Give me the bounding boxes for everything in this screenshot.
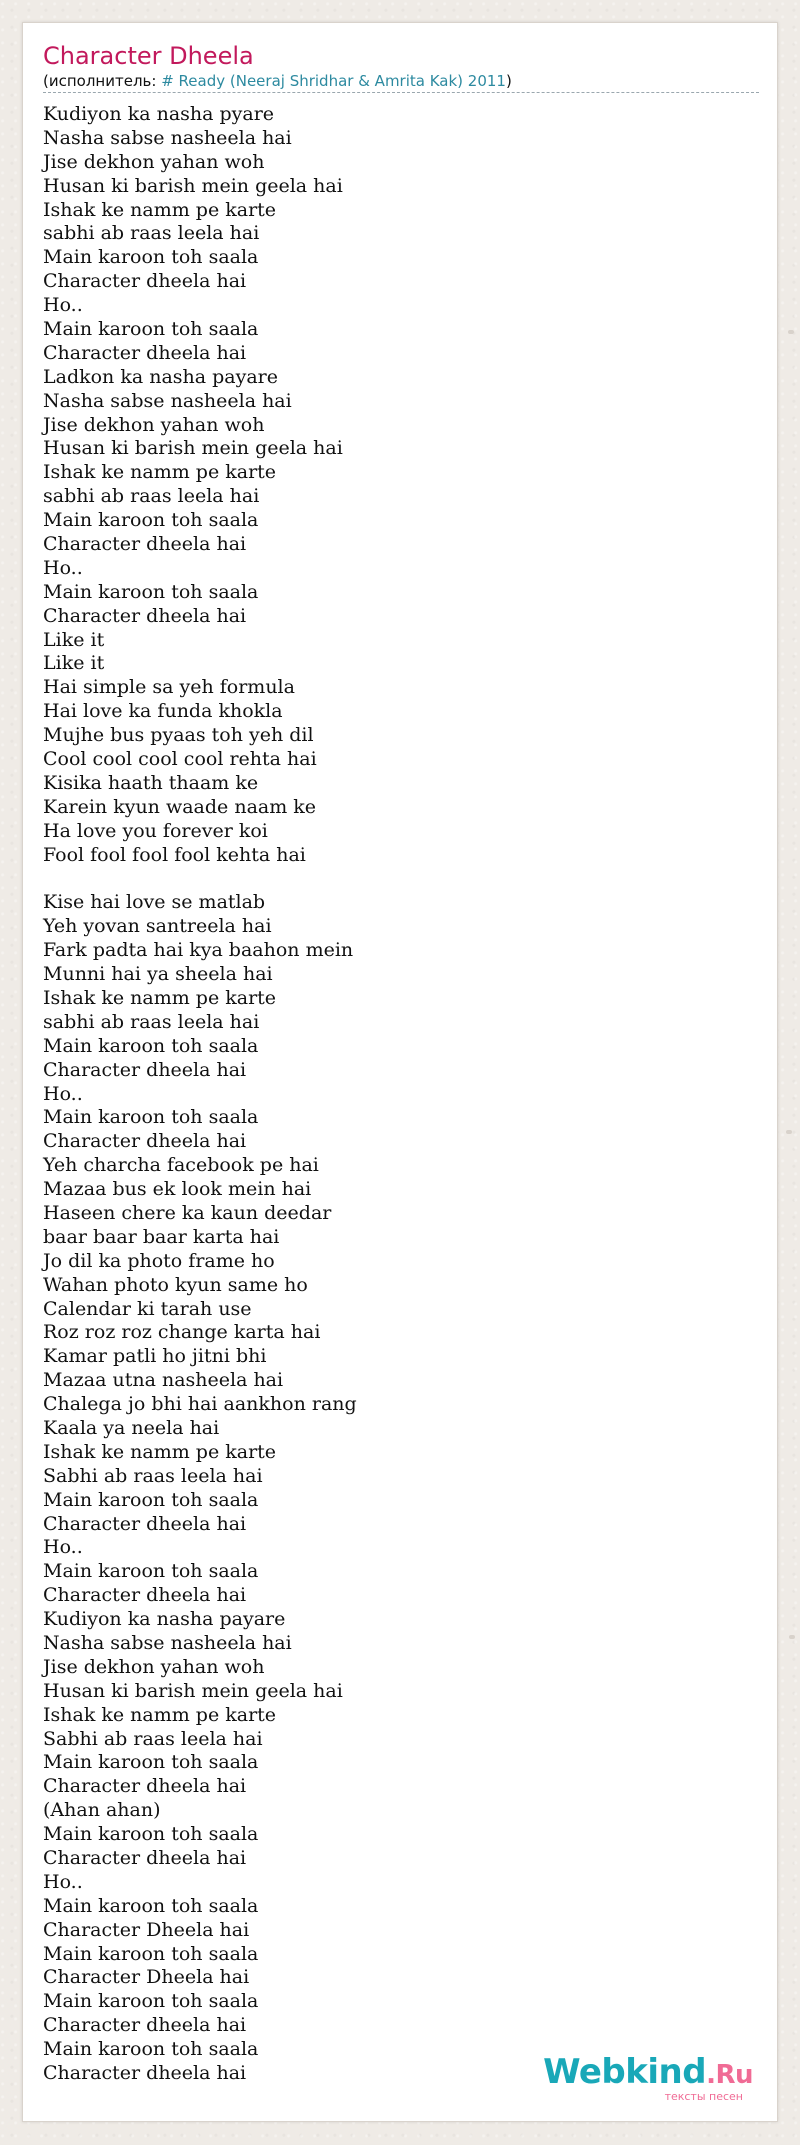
lyric-line: Calendar ki tarah use: [43, 1297, 252, 1320]
artist-line: [43, 71, 759, 93]
lyric-line: Yeh charcha facebook pe hai: [43, 1154, 319, 1177]
lyric-line: Ishak ke namm pe karte: [43, 461, 277, 484]
logo-wordmark: [543, 2053, 753, 2094]
lyric-line: Character dheela hai: [43, 341, 247, 364]
lyric-line: Kamar patli ho jitni bhi: [43, 1345, 267, 1368]
lyric-line: Main karoon toh saala: [43, 580, 259, 603]
lyric-line: Character dheela hai: [43, 1130, 247, 1153]
lyric-line: Karein kyun waade naam ke: [43, 795, 317, 818]
lyric-line: Character dheela hai: [43, 1584, 247, 1607]
lyric-line: Main karoon toh saala: [43, 1034, 259, 1057]
background-speck: [789, 1635, 795, 1639]
lyric-line: Ho..: [43, 294, 83, 317]
logo-name: Webkind: [543, 2052, 707, 2092]
lyric-line: Main karoon toh saala: [43, 246, 259, 269]
lyric-line: Husan ki barish mein geela hai: [43, 174, 343, 197]
lyric-line: Main karoon toh saala: [43, 509, 259, 532]
lyric-line: Character dheela hai: [43, 1847, 247, 1870]
lyric-line: Main karoon toh saala: [43, 1823, 259, 1846]
lyric-line: Character dheela hai: [43, 533, 247, 556]
lyric-line: Ishak ke namm pe karte: [43, 1703, 277, 1726]
artist-prefix: (исполнитель:: [43, 72, 162, 90]
lyric-line: Character dheela hai: [43, 604, 247, 627]
song-header: [43, 41, 759, 93]
lyric-line: Chalega jo bhi hai aankhon rang: [43, 1393, 357, 1416]
lyric-line: Sabhi ab raas leela hai: [43, 1464, 263, 1487]
lyric-line: Nasha sabse nasheela hai: [43, 126, 292, 149]
lyric-line: Character Dheela hai: [43, 1918, 250, 1941]
lyric-line: Main karoon toh saala: [43, 1106, 259, 1129]
lyric-line: Jise dekhon yahan woh: [43, 150, 265, 173]
artist-suffix: ): [505, 72, 512, 90]
lyric-line: Character dheela hai: [43, 1775, 247, 1798]
lyric-line: Main karoon toh saala: [43, 1751, 259, 1774]
lyric-line: Mazaa utna nasheela hai: [43, 1369, 284, 1392]
lyric-line: Like it: [43, 652, 105, 675]
lyric-line: sabhi ab raas leela hai: [43, 1010, 260, 1033]
lyric-line: Mujhe bus pyaas toh yeh dil: [43, 724, 314, 747]
lyric-line: Husan ki barish mein geela hai: [43, 437, 343, 460]
lyric-line: Ladkon ka nasha payare: [43, 365, 279, 388]
lyric-line: Nasha sabse nasheela hai: [43, 1632, 292, 1654]
lyric-line: Jise dekhon yahan woh: [43, 1655, 265, 1678]
lyric-line: Haseen chere ka kaun deedar: [43, 1201, 332, 1224]
webkind-logo[interactable]: [543, 2052, 753, 2103]
background-speck: [788, 330, 794, 334]
logo-domain: .Ru: [706, 2060, 753, 2090]
lyric-line: Character dheela hai: [43, 1512, 247, 1535]
lyric-blank-line: [43, 868, 759, 892]
lyric-line: sabhi ab raas leela hai: [43, 222, 260, 245]
lyric-line: Hai love ka funda khokla: [43, 700, 283, 723]
lyric-line: Kisika haath thaam ke: [43, 771, 259, 794]
lyric-line: Jo dil ka photo frame ho: [43, 1249, 275, 1272]
lyric-line: Sabhi ab raas leela hai: [43, 1727, 263, 1750]
lyric-line: Kudiyon ka nasha payare: [43, 1608, 286, 1631]
lyric-line: Jise dekhon yahan woh: [43, 413, 265, 436]
lyric-line: Mazaa bus ek look mein hai: [43, 1178, 312, 1201]
lyric-line: Character Dheela hai: [43, 1966, 250, 1989]
page-title: Character Dheela: [43, 42, 254, 70]
artist-link[interactable]: # Ready (Neeraj Shridhar & Amrita Kak) 2011: [161, 72, 506, 90]
lyric-line: baar baar baar karta hai: [43, 1225, 280, 1248]
lyric-line: Character dheela hai: [43, 1058, 247, 1081]
lyric-line: Main karoon toh saala: [43, 318, 259, 341]
lyric-line: Kise hai love se matlab: [43, 891, 266, 914]
lyric-line: Nasha sabse nasheela hai: [43, 389, 292, 412]
lyric-line: Character dheela hai: [43, 270, 247, 293]
lyric-line: Ha love you forever koi: [43, 819, 268, 842]
lyric-line: Husan ki barish mein geela hai: [43, 1679, 343, 1702]
lyric-line: Main karoon toh saala: [43, 2038, 259, 2061]
lyric-line: Ishak ke namm pe karte: [43, 986, 277, 1009]
lyrics-card: [22, 22, 778, 2122]
lyric-line: Like it: [43, 628, 105, 651]
logo-tagline: тексты песен: [664, 2090, 743, 2103]
lyric-line: Wahan photo kyun same ho: [43, 1273, 308, 1296]
lyric-line: Cool cool cool cool rehta hai: [43, 748, 317, 771]
lyric-line: Fool fool fool fool kehta hai: [43, 843, 306, 866]
lyric-line: Ho..: [43, 556, 83, 579]
lyric-line: Roz roz roz change karta hai: [43, 1321, 321, 1344]
lyric-line: Main karoon toh saala: [43, 1560, 259, 1583]
lyric-line: Yeh yovan santreela hai: [43, 915, 272, 938]
lyric-line: Fark padta hai kya baahon mein: [43, 939, 354, 962]
lyric-line: Main karoon toh saala: [43, 1488, 259, 1511]
lyric-line: Ishak ke namm pe karte: [43, 198, 277, 221]
lyric-line: Main karoon toh saala: [43, 1942, 259, 1965]
lyric-line: Kaala ya neela hai: [43, 1416, 220, 1439]
lyric-line: Main karoon toh saala: [43, 1894, 259, 1917]
lyric-line: Ho..: [43, 1536, 83, 1559]
lyrics-text: [43, 103, 759, 2086]
lyric-line: Main karoon toh saala: [43, 1990, 259, 2013]
lyric-line: Hai simple sa yeh formula: [43, 676, 295, 699]
background-speck: [786, 1130, 792, 1134]
lyric-line: Kudiyon ka nasha pyare: [43, 103, 275, 125]
lyric-line: Ishak ke namm pe karte: [43, 1440, 277, 1463]
lyric-line: Character dheela hai: [43, 2014, 247, 2037]
lyric-line: Character dheela hai: [43, 2062, 247, 2085]
lyric-line: sabhi ab raas leela hai: [43, 485, 260, 508]
lyric-line: Munni hai ya sheela hai: [43, 963, 273, 986]
lyric-line: (Ahan ahan): [43, 1799, 161, 1822]
lyric-line: Ho..: [43, 1870, 83, 1893]
lyric-line: Ho..: [43, 1082, 83, 1105]
